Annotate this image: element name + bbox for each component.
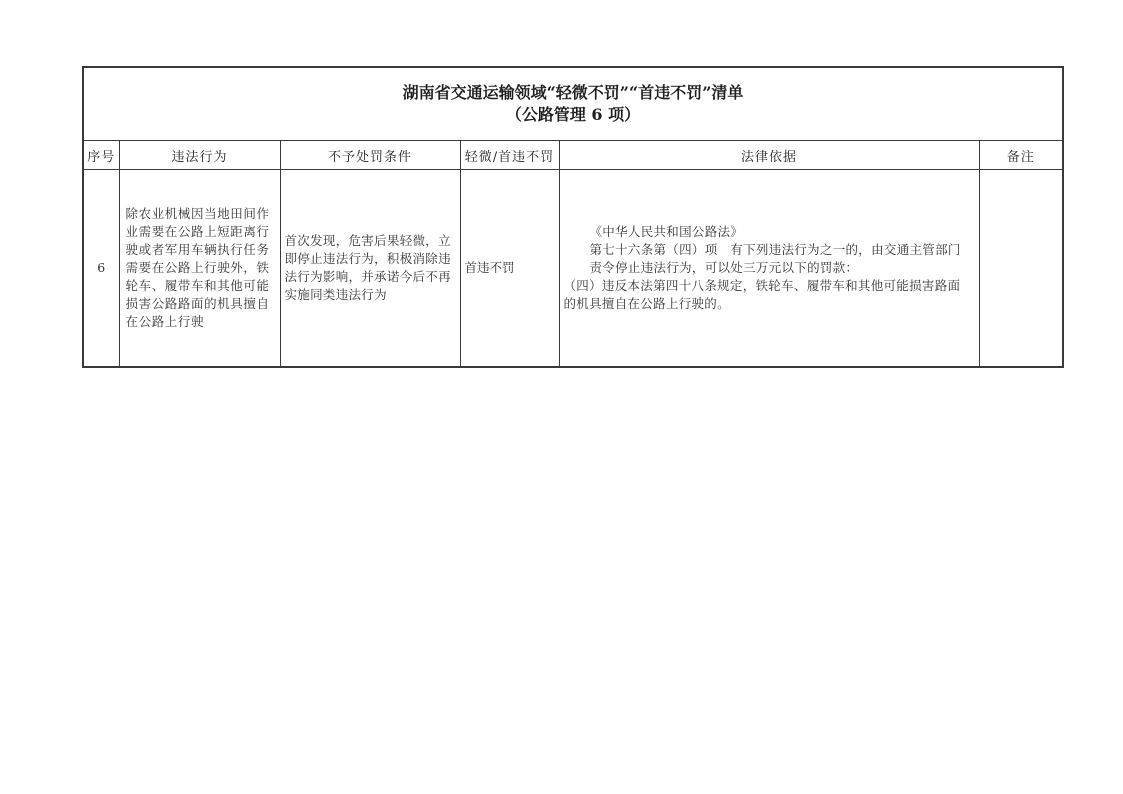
law-item: （四）违反本法第四十八条规定，铁轮车、履带车和其他可能损害路面的机具擅自在公路上行驶的。 xyxy=(563,278,961,311)
penalty-exemption-table xyxy=(84,141,1062,366)
law-article: 第七十六条第（四）项 有下列违法行为之一的，由交通主管部门责令停止违法行为，可以处三万元以下的罚款： xyxy=(589,242,961,275)
cell-exemption-condition: 首次发现，危害后果轻微，立即停止违法行为，积极消除违法行为影响，并承诺今后不再实施同类违法行为 xyxy=(280,170,460,367)
cell-violation: 除农业机械因当地田间作业需要在公路上短距离行驶或者军用车辆执行任务需要在公路上行驶外，铁轮车、履带车和其他可能损害公路路面的机具擅自在公路上行驶 xyxy=(119,170,280,367)
header-exemption-condition: 不予处罚条件 xyxy=(280,141,460,170)
table-header-row xyxy=(84,141,1062,170)
cell-no: 6 xyxy=(84,170,119,367)
regulation-sheet xyxy=(82,66,1064,368)
header-no: 序号 xyxy=(84,141,119,170)
document-title xyxy=(84,68,1062,141)
cell-exemption-type: 首违不罚 xyxy=(460,170,559,367)
header-violation: 违法行为 xyxy=(119,141,280,170)
table-row xyxy=(84,170,1062,367)
header-legal-basis: 法律依据 xyxy=(559,141,979,170)
header-remark: 备注 xyxy=(979,141,1062,170)
header-exemption-type: 轻微/首违不罚 xyxy=(460,141,559,170)
document-title-main: 湖南省交通运输领域“轻微不罚”“首违不罚”清单 xyxy=(402,83,744,102)
document-title-sub: （公路管理 6 项） xyxy=(505,105,641,124)
cell-remark xyxy=(979,170,1062,367)
law-title: 《中华人民共和国公路法》 xyxy=(589,224,744,239)
cell-legal-basis xyxy=(559,170,979,367)
